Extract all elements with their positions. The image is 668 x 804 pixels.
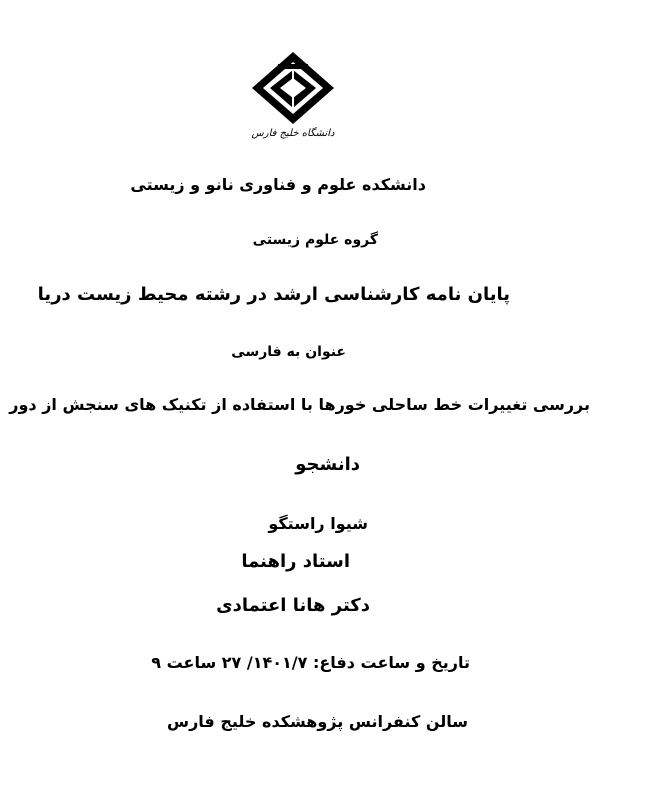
- logo-caption: دانشگاه خلیج فارس: [251, 128, 335, 139]
- thesis-title: بررسی تغییرات خط ساحلی خورها با استفاده از تکنیک های سنجش از دور: [9, 395, 590, 414]
- university-logo: [248, 50, 338, 150]
- university-emblem-icon: [248, 50, 338, 126]
- title-label: عنوان به فارسی: [231, 344, 346, 360]
- student-label: دانشجو: [295, 454, 360, 475]
- thesis-type: پایان نامه کارشناسی ارشد در رشته محیط زیست دریا: [37, 284, 510, 305]
- defense-datetime: تاریخ و ساعت دفاع: ۱۴۰۱/۷/ ۲۷ ساعت ۹: [151, 653, 470, 672]
- faculty-name: دانشکده علوم و فناوری نانو و زیستی: [130, 175, 426, 194]
- department-name: گروه علوم زیستی: [252, 232, 378, 248]
- student-name: شیوا راستگو: [268, 514, 368, 533]
- advisor-name: دکتر هانا اعتمادی: [216, 595, 370, 616]
- advisor-label: استاد راهنما: [241, 551, 350, 572]
- defense-venue: سالن کنفرانس پژوهشکده خلیج فارس: [166, 712, 468, 731]
